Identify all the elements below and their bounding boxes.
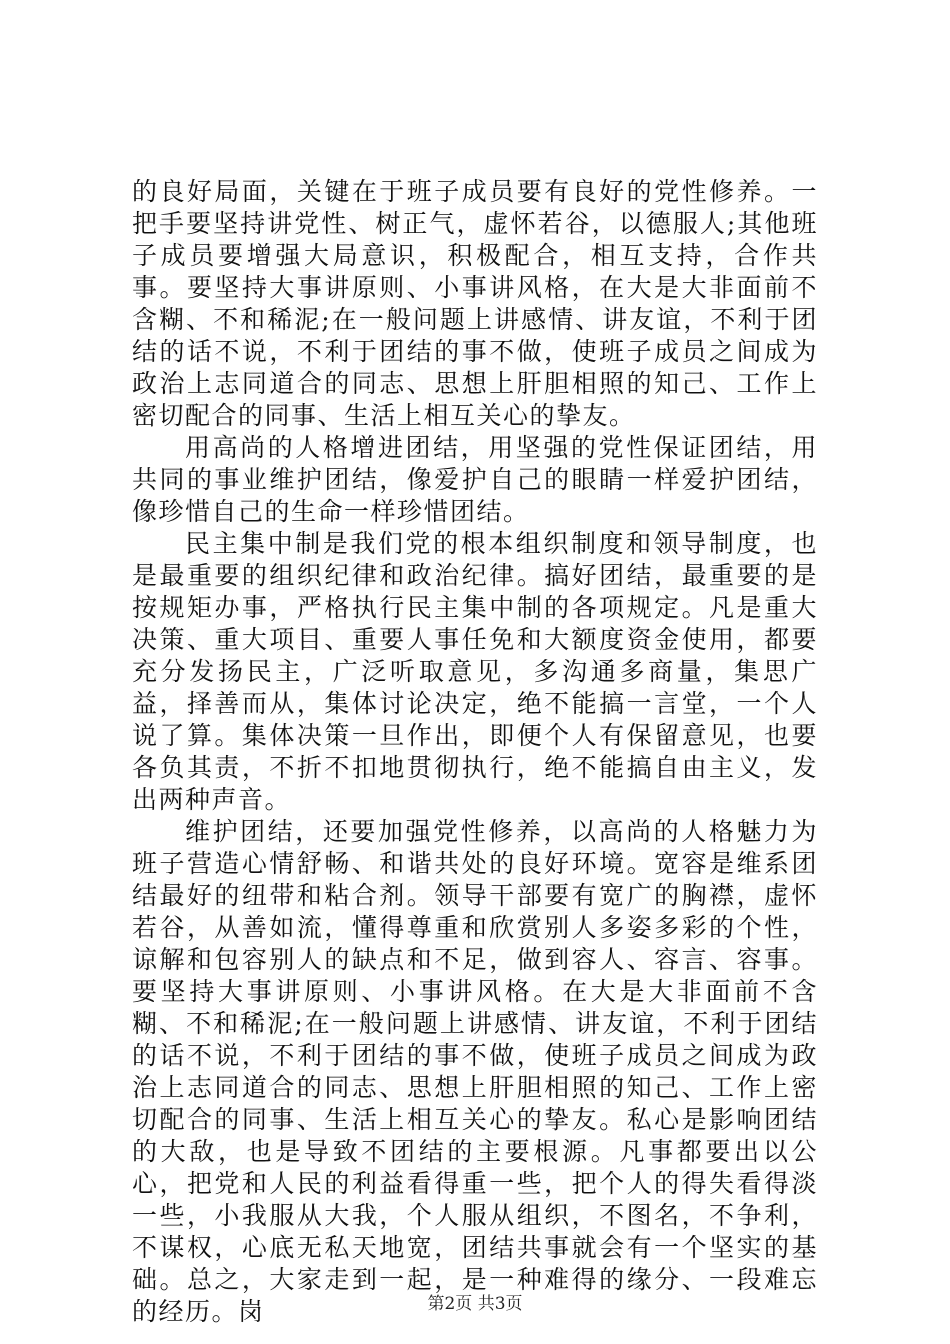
document-body (132, 176, 818, 1328)
paragraph-2: 用高尚的人格增进团结，用坚强的党性保证团结，用共同的事业维护团结，像爱护自己的眼睛一样爱护团结，像珍惜自己的生命一样珍惜团结。 (132, 433, 818, 526)
page-footer: 第2页 共3页 (427, 1294, 523, 1314)
paragraph-4: 维护团结，还要加强党性修养，以高尚的人格魅力为班子营造心情舒畅、和谐共处的良好环境。宽容是维系团结最好的纽带和粘合剂。领导干部要有宽广的胸襟，虚怀若谷，从善如流，懂得尊重和欣赏别人多姿多彩的个性，谅解和包容别人的缺点和不足，做到容人、容言、容事。要坚持大事讲原则、小事讲风格。在大是大非面前不含糊、不和稀泥;在一般问题上讲感情、讲友谊，不利于团结的话不说，不利于团结的事不做，使班子成员之间成为政治上志同道合的同志、思想上肝胆相照的知己、工作上密切配合的同事、生活上相互关心的挚友。私心是影响团结的大敌，也是导致不团结的主要根源。凡事都要出以公心，把党和人民的利益看得重一些，把个人的得失看得淡一些，小我服从大我，个人服从组织，不图名，不争利，不谋权，心底无私天地宽，团结共事就会有一个坚实的基础。总之，大家走到一起，是一种难得的缘分、一段难忘的经历。岗 (132, 817, 818, 1326)
paragraph-3: 民主集中制是我们党的根本组织制度和领导制度，也是最重要的组织纪律和政治纪律。搞好团结，最重要的是按规矩办事，严格执行民主集中制的各项规定。凡是重大决策、重大项目、重要人事任免和大额度资金使用，都要充分发扬民主，广泛听取意见，多沟通多商量，集思广益，择善而从，集体讨论决定，绝不能搞一言堂，一个人说了算。集体决策一旦作出，即便个人有保留意见，也要各负其责，不折不扣地贯彻执行，绝不能搞自由主义，发出两种声音。 (132, 529, 818, 814)
paragraph-1: 的良好局面，关键在于班子成员要有良好的党性修养。一把手要坚持讲党性、树正气，虚怀若谷，以德服人;其他班子成员要增强大局意识，积极配合，相互支持，合作共事。要坚持大事讲原则、小事讲风格，在大是大非面前不含糊、不和稀泥;在一般问题上讲感情、讲友谊，不利于团结的话不说，不利于团结的事不做，使班子成员之间成为政治上志同道合的同志、思想上肝胆相照的知己、工作上密切配合的同事、生活上相互关心的挚友。 (132, 177, 818, 430)
